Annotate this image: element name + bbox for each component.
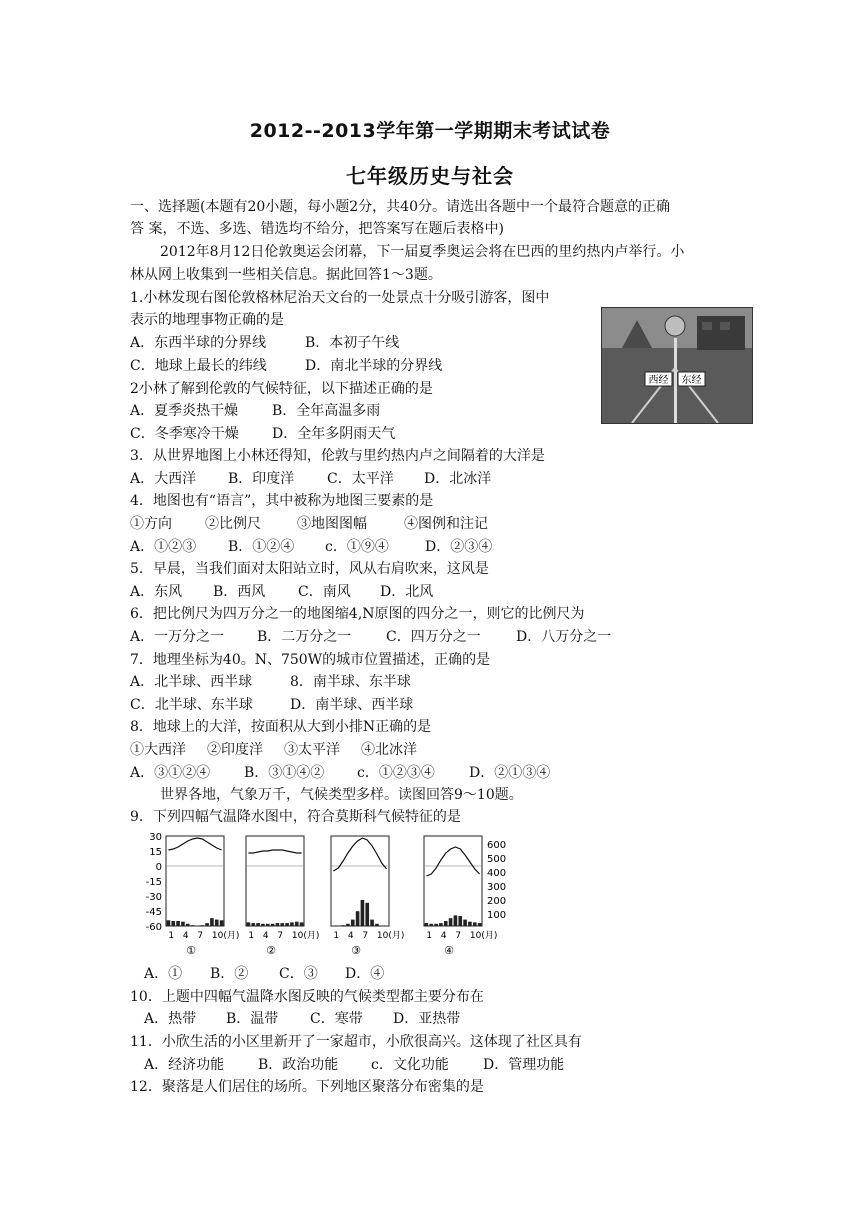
panel-label: ② — [266, 944, 276, 957]
precip-bar — [171, 921, 175, 926]
q8-items — [130, 740, 417, 760]
q9-options — [144, 964, 384, 984]
climate-intro: 世界各地，气象万千，气候类型多样。读图回答9～10题。 — [160, 787, 523, 803]
exam-title: 2012--2013学年第一学期期末考试试卷 — [249, 120, 611, 142]
precipitation-tick: 300 — [487, 882, 507, 893]
q6-stem: 6．把比例尺为四万分之一的地图缩4,N原图的四分之一，则它的比例尺为 — [130, 606, 585, 622]
precipitation-tick: 100 — [487, 910, 507, 921]
q3-option-a: A．大西洋 — [130, 471, 197, 487]
precipitation-tick: 200 — [487, 896, 507, 907]
exam-subtitle: 七年级历史与社会 — [346, 164, 514, 188]
q8-item-2: ②印度洋 — [207, 742, 263, 758]
climate-charts-svg — [130, 828, 530, 960]
q3-options — [130, 469, 491, 489]
meridian-photo-drawing — [602, 308, 752, 423]
temperature-tick: 0 — [155, 862, 162, 873]
precip-bar — [375, 924, 379, 926]
q8-option-d: D．②①③④ — [469, 765, 551, 781]
precip-bar — [167, 920, 171, 926]
precipitation-tick: 400 — [487, 868, 507, 879]
q4-item-4: ④图例和注记 — [404, 516, 488, 532]
q9-option-d: D．④ — [345, 966, 385, 982]
precip-bar — [200, 925, 204, 926]
precip-bar — [356, 911, 360, 926]
temperature-tick: 30 — [149, 832, 162, 843]
q6-options — [130, 627, 611, 647]
precip-bar — [191, 925, 195, 926]
intro-line-2: 林从网上收集到一些相关信息。据此回答1～3题。 — [130, 267, 442, 283]
q6-option-c: C．四万分之一 — [386, 629, 481, 645]
q8-option-a: A．③①②④ — [130, 765, 211, 781]
panel-frame — [331, 836, 389, 926]
q6-option-a: A．一万分之一 — [130, 629, 225, 645]
month-tick: 4 — [182, 931, 189, 941]
q4-option-d: D．②③④ — [425, 539, 493, 555]
panel-frame — [424, 836, 482, 926]
panel-frame — [166, 836, 224, 926]
q2-option-b: B．全年高温多雨 — [272, 403, 381, 419]
q8-stem: 8．地球上的大洋，按面积从大到小排N正确的是 — [130, 719, 432, 735]
precip-bar — [454, 915, 458, 926]
instruction-line-1: 一、选择题(本题有20小题，每小题2分，共40分。请选出各题中一个最符合题意的正确 — [130, 199, 670, 215]
precip-bar — [181, 922, 185, 926]
q9-option-a: A．① — [144, 966, 183, 982]
precip-bar — [261, 924, 265, 926]
temperature-tick: -60 — [145, 922, 162, 933]
q1-option-c: C．地球上最长的纬线 — [130, 358, 267, 374]
q6-option-d: D．八万分之一 — [516, 629, 612, 645]
q12-stem: 12．聚落是人们居住的场所。下列地区聚落分布密集的是 — [130, 1079, 484, 1095]
precip-bar — [210, 918, 214, 926]
q3-option-c: C．太平洋 — [327, 471, 394, 487]
q4-options — [130, 537, 492, 557]
q7-option-a: A．北半球、西半球 — [130, 674, 253, 690]
month-tick: 10(月) — [211, 931, 240, 941]
instruction-line-2: 答 案，不选、多选、错选均不给分，把答案写在题后表格中) — [130, 221, 504, 237]
q2-option-d: D．全年多阴雨天气 — [272, 426, 396, 442]
precip-bar — [220, 920, 224, 926]
q10-option-d: D．亚热带 — [393, 1011, 461, 1027]
q8-item-1: ①大西洋 — [130, 742, 186, 758]
precipitation-axis — [487, 840, 506, 921]
precip-bar — [361, 900, 365, 926]
q4-option-c: c．①⑨④ — [325, 539, 389, 555]
month-tick: 1 — [426, 931, 433, 941]
q7-option-d: D．南半球、西半球 — [290, 697, 414, 713]
q1-option-b: B．本初子午线 — [305, 335, 400, 351]
temperature-tick: 15 — [149, 847, 162, 858]
q8-item-3: ③太平洋 — [284, 742, 340, 758]
q5-option-d: D．北风 — [380, 584, 434, 600]
month-tick: 10(月) — [376, 931, 405, 941]
precip-bar — [247, 922, 251, 926]
q7-stem: 7．地理坐标为40。N、750W的城市位置描述，正确的是 — [130, 652, 491, 668]
q2-stem: 2小林了解到伦敦的气候特征，以下描述正确的是 — [130, 381, 433, 397]
month-tick: 4 — [440, 931, 447, 941]
month-tick: 10(月) — [291, 931, 320, 941]
q7-option-c: C．北半球、东半球 — [130, 697, 253, 713]
q9-stem: 9．下列四幅气温降水图中，符合莫斯科气候特征的是 — [130, 809, 461, 825]
precip-bar — [251, 923, 255, 926]
q3-stem: 3．从世界地图上小林还得知，伦敦与里约热内卢之间隔着的大洋是 — [130, 448, 545, 464]
precip-bar — [468, 922, 472, 926]
q7-options-row-2 — [130, 695, 413, 715]
climate-panel — [331, 836, 404, 957]
precip-bar — [478, 923, 482, 926]
month-tick: 4 — [347, 931, 354, 941]
q8-option-c: c．①②③④ — [357, 765, 435, 781]
q1-options-row-1 — [130, 333, 399, 353]
q2-options-row-1 — [130, 401, 380, 421]
temperature-tick: -45 — [145, 907, 162, 918]
q11-option-c: c．文化功能 — [371, 1057, 449, 1073]
panel-label: ④ — [444, 944, 454, 957]
q4-option-b: B．①②④ — [228, 539, 295, 555]
q4-option-a: A．①②③ — [130, 539, 197, 555]
precip-bar — [439, 923, 443, 926]
precip-bar — [346, 924, 350, 926]
q8-option-b: B．③①④② — [244, 765, 325, 781]
q1-stem-2: 表示的地理事物正确的是 — [130, 312, 284, 328]
climate-charts — [130, 828, 530, 960]
q4-stem: 4．地图也有“语言”，其中被称为地图三要素的是 — [130, 493, 434, 509]
q3-option-b: B．印度洋 — [228, 471, 295, 487]
chart-panels — [166, 836, 497, 957]
precip-bar — [449, 918, 453, 926]
precip-bar — [463, 920, 467, 926]
precip-bar — [444, 921, 448, 926]
q11-options — [144, 1055, 564, 1075]
q5-option-b: B．西风 — [213, 584, 266, 600]
q8-options — [130, 763, 550, 783]
precip-bar — [295, 922, 299, 926]
month-tick: 10(月) — [469, 931, 498, 941]
q1-stem-1: 1.小林发现右图伦敦格林尼治天文台的一处景点十分吸引游客，图中 — [130, 290, 550, 306]
q1-option-a: A．东西半球的分界线 — [130, 335, 267, 351]
precipitation-tick: 600 — [487, 840, 507, 851]
precip-bar — [458, 916, 462, 926]
panel-label: ① — [186, 944, 196, 957]
q8-item-4: ④北冰洋 — [361, 742, 417, 758]
precip-bar — [351, 920, 355, 926]
photo-label-east: 东经 — [681, 375, 702, 386]
q10-option-c: C．寒带 — [310, 1011, 363, 1027]
q4-item-2: ②比例尺 — [205, 516, 261, 532]
month-tick: 4 — [262, 931, 269, 941]
month-tick: 7 — [362, 931, 369, 941]
precip-bar — [215, 920, 219, 926]
precip-bar — [176, 921, 180, 926]
q1-options-row-2 — [130, 356, 442, 376]
q3-option-d: D．北冰洋 — [424, 471, 492, 487]
temperature-line — [248, 850, 301, 853]
temperature-tick: -30 — [145, 892, 162, 903]
q10-option-b: B．温带 — [226, 1011, 279, 1027]
intro-line-1: 2012年8月12日伦敦奥运会闭幕，下一届夏季奥运会将在巴西的里约热内卢举行。小 — [160, 244, 685, 260]
precip-bar — [473, 922, 477, 926]
q5-option-a: A．东风 — [130, 584, 183, 600]
precip-bar — [300, 922, 304, 926]
q11-stem: 11．小欣生活的小区里新开了一家超市，小欣很高兴。这体现了社区具有 — [130, 1034, 582, 1050]
precip-bar — [256, 923, 260, 926]
q7-option-b: 8．南半球、东半球 — [290, 674, 411, 690]
precipitation-tick: 500 — [487, 854, 507, 865]
q2-option-a: A．夏季炎热干燥 — [130, 403, 239, 419]
month-tick: 7 — [277, 931, 284, 941]
q4-items — [130, 514, 488, 534]
q2-options-row-2 — [130, 424, 395, 444]
precip-bar — [365, 903, 369, 926]
precip-bar — [186, 924, 190, 926]
month-tick: 1 — [168, 931, 175, 941]
climate-panel — [166, 836, 239, 957]
greenwich-meridian-photo — [601, 307, 753, 424]
q6-option-b: B．二万分之一 — [257, 629, 352, 645]
q4-item-1: ①方向 — [130, 516, 172, 532]
precip-bar — [370, 920, 374, 926]
q1-option-d: D．南北半球的分界线 — [305, 358, 443, 374]
month-tick: 7 — [197, 931, 204, 941]
q5-stem: 5．早晨，当我们面对太阳站立时，风从右肩吹来，这风是 — [130, 561, 489, 577]
q11-option-b: B．政治功能 — [258, 1057, 339, 1073]
temperature-line — [426, 847, 479, 876]
precip-bar — [205, 923, 209, 926]
q9-option-c: C．③ — [279, 966, 318, 982]
panel-label: ③ — [351, 944, 361, 957]
q11-option-d: D．管理功能 — [483, 1057, 565, 1073]
q10-stem: 10．上题中四幅气温降水图反映的气候类型都主要分布在 — [130, 989, 484, 1005]
photo-label-west: 西经 — [648, 375, 669, 386]
q2-option-c: C．冬季寒冷干燥 — [130, 426, 239, 442]
temperature-tick: -15 — [145, 877, 162, 888]
q10-option-a: A．热带 — [144, 1011, 197, 1027]
precip-bar — [271, 924, 275, 926]
precip-bar — [285, 923, 289, 926]
precip-bar — [341, 925, 345, 926]
precip-bar — [425, 923, 429, 926]
precip-bar — [290, 922, 294, 926]
precip-bar — [429, 924, 433, 926]
precip-bar — [266, 924, 270, 926]
climate-panel — [246, 836, 319, 957]
q4-item-3: ③地图图幅 — [297, 516, 367, 532]
precip-bar — [434, 924, 438, 926]
q11-option-a: A．经济功能 — [144, 1057, 225, 1073]
q5-options — [130, 582, 433, 602]
precip-bar — [280, 923, 284, 926]
temperature-axis — [146, 832, 162, 933]
temperature-line — [168, 838, 221, 850]
q10-options — [144, 1009, 460, 1029]
month-tick: 7 — [455, 931, 462, 941]
precip-bar — [276, 923, 280, 926]
month-tick: 1 — [333, 931, 340, 941]
q9-option-b: B．② — [210, 966, 249, 982]
q5-option-c: C．南风 — [298, 584, 351, 600]
month-tick: 1 — [248, 931, 255, 941]
q7-options-row-1 — [130, 672, 411, 692]
